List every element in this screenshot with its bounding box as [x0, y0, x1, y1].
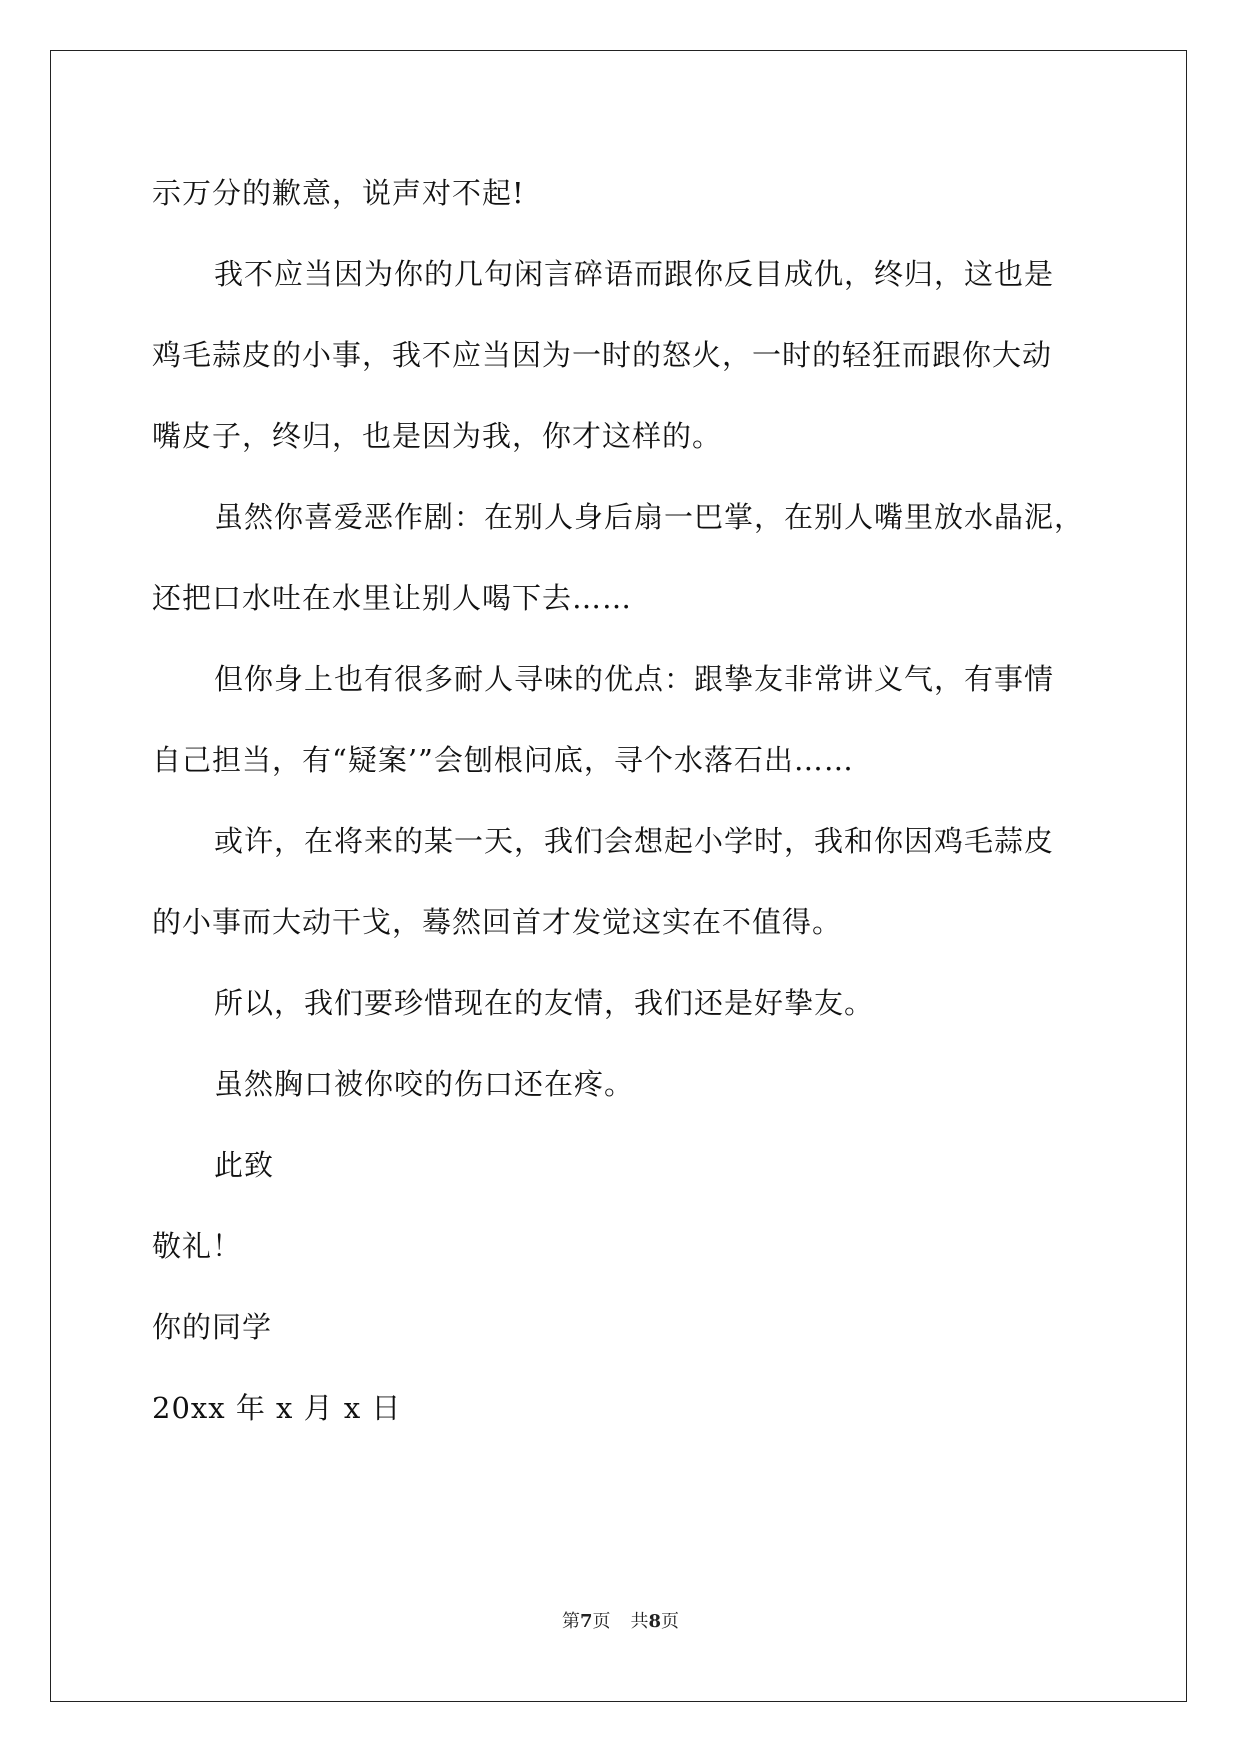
- signature: 你的同学: [152, 1310, 273, 1344]
- page-footer: [0, 1610, 1241, 1634]
- paragraph-line: 我不应当因为你的几句闲言碎语而跟你反目成仇，终归，这也是: [214, 257, 1055, 291]
- paragraph-line: 虽然你喜爱恶作剧：在别人身后扇一巴掌，在别人嘴里放水晶泥，: [214, 500, 1085, 534]
- page-total: 共8页: [630, 1611, 680, 1632]
- closing-salutation: 此致: [214, 1148, 275, 1182]
- paragraph-line: 或许，在将来的某一天，我们会想起小学时，我和你因鸡毛蒜皮: [214, 824, 1055, 858]
- paragraph-line: 自己担当，有“疑案’”会刨根问底，寻个水落石出……: [152, 743, 854, 777]
- paragraph-line: 所以，我们要珍惜现在的友情，我们还是好挚友。: [214, 986, 875, 1020]
- paragraph-line: 还把口水吐在水里让别人喝下去……: [152, 581, 633, 615]
- paragraph-line: 虽然胸口被你咬的伤口还在疼。: [214, 1067, 635, 1101]
- date-line: 20xx 年 x 月 x 日: [152, 1391, 402, 1425]
- letter-body: [152, 153, 1092, 1449]
- closing-regards: 敬礼！: [152, 1229, 243, 1263]
- page-number: 第7页: [561, 1611, 611, 1632]
- paragraph-line: 但你身上也有很多耐人寻味的优点：跟挚友非常讲义气，有事情: [214, 662, 1055, 696]
- paragraph-line: 嘴皮子，终归，也是因为我，你才这样的。: [152, 419, 723, 453]
- paragraph-line: 的小事而大动干戈，蓦然回首才发觉这实在不值得。: [152, 905, 843, 939]
- paragraph-line: 鸡毛蒜皮的小事，我不应当因为一时的怒火，一时的轻狂而跟你大动: [152, 338, 1053, 372]
- paragraph-line: 示万分的歉意，说声对不起!: [152, 176, 525, 210]
